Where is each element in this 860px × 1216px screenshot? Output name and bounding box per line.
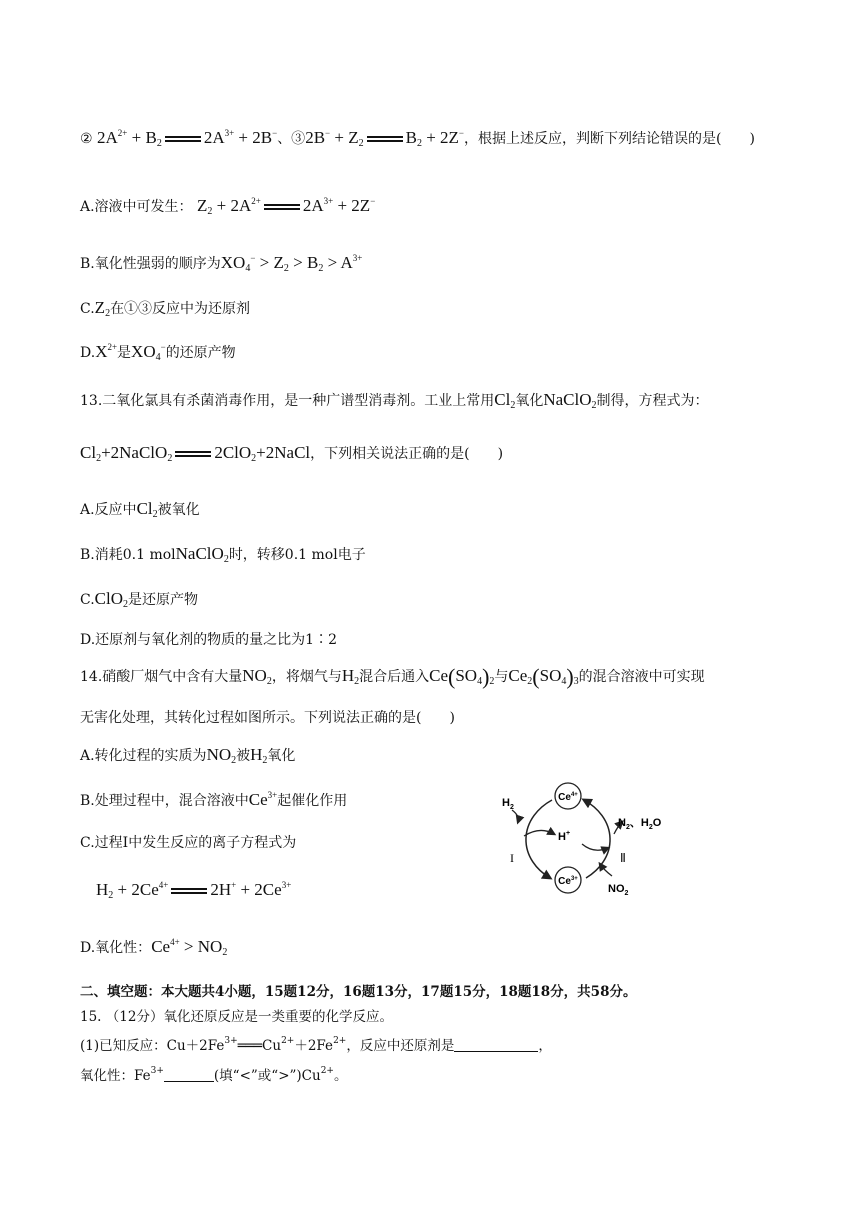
h2-arrow xyxy=(512,810,518,822)
q12-reactions: ② $2A^{2+} + B_2$ $2A^{3+} + 2B^-$、③2B− + $Z_2$ $B_2 + 2Z^-$，根据上述反应，判断下列结论错误的是( ) xyxy=(80,128,755,149)
reducing-agent-blank[interactable] xyxy=(454,1051,538,1052)
process-2-label: Ⅱ xyxy=(620,851,626,865)
q12-option-b: B.氧化性强弱的顺序为$XO_4^- > Z_2 > B_2 > A^{3+}$ xyxy=(80,253,363,274)
hplus-label: H+ xyxy=(558,830,571,843)
q15-stem: 15. （12分）氧化还原反应是一类重要的化学反应。 xyxy=(80,1009,393,1025)
q14-option-c: C.过程Ⅰ中发生反应的离子方程式为 xyxy=(80,835,297,851)
process-2-arc xyxy=(584,800,610,878)
q12-option-c: $C.Z_2$在①③反应中为还原剂 xyxy=(80,298,251,319)
hplus-in-arrow xyxy=(582,844,608,850)
q14-option-b: B.处理过程中，混合溶液中$Ce^{3+}$起催化作用 xyxy=(80,790,348,809)
hplus-out-arrow xyxy=(524,830,554,836)
q12-option-a: A.溶液中可发生： $Z_2 + 2A^{2+}$ $2A^{3+} + 2Z^-$ xyxy=(80,196,376,217)
q14-option-a: A.转化过程的实质为$NO_2$被$H_2$氧化 xyxy=(80,745,296,766)
comparison-blank[interactable] xyxy=(164,1081,214,1082)
q13-option-c: C.ClO$_2$是还原产物 xyxy=(80,589,199,610)
process-1-arc xyxy=(526,800,552,878)
q14-option-c-equation: $H_2 + 2Ce^{4+}$ $2H^+ + 2Ce^{3+}$ xyxy=(96,880,292,901)
q13-option-a: A.反应中$Cl_2$被氧化 xyxy=(80,499,200,520)
q13-option-b: B.消耗0.1 molNaClO$_2$时，转移0.1 mol电子 xyxy=(80,544,366,565)
q13-equation: $Cl_2+2NaClO_2$ 2ClO$_2$+2NaCl，下列相关说法正确的是( ) xyxy=(80,443,504,464)
q12-stem-text: ，根据上述反应，判断下列结论错误的是( ) xyxy=(464,131,755,147)
q15-part1-line2: 氧化性：$Fe^{3+}$ (填“<”或“$>”)Cu^{2+}$。 xyxy=(80,1066,348,1084)
q12-option-d: $D.X^{2+}$是$XO_4^-$的还原产物 xyxy=(80,342,236,363)
q14-stem-line2: 无害化处理，其转化过程如图所示。下列说法正确的是( ) xyxy=(80,710,455,726)
q14-stem: 14.硝酸厂烟气中含有大量$NO_2$，将烟气与$H_2$混合后通入$Ce(SO_4)_2$与$Ce_2(SO_4)_3$的混合溶液中可实现 xyxy=(80,664,705,689)
section-heading: 二、填空题：本大题共4小题，15题12分，16题13分，17题15分，18题18分，共58分。 xyxy=(80,984,637,1000)
q15-part1: (1)已知反应：$Cu+2Fe^{3+}═══Cu^{2+}+2Fe^{2+}$，反应中还原剂是 ， xyxy=(80,1036,552,1054)
h2-label: $H_2$ xyxy=(502,797,514,811)
no2-arrow xyxy=(600,864,612,876)
ce3-label: $Ce^{3+}$ xyxy=(558,876,578,887)
q13-stem: 13.二氧化氯具有杀菌消毒作用，是一种广谱型消毒剂。工业上常用$Cl_2$氧化NaClO$_2$制得，方程式为： xyxy=(80,390,709,411)
ce-cycle-diagram xyxy=(490,778,690,904)
products-label: $N_2$、$H_2O$ xyxy=(618,817,662,831)
no2-label: $NO_2$ xyxy=(608,883,629,897)
process-1-label: I xyxy=(510,851,514,865)
ce4-label: $Ce^{4+}$ xyxy=(558,792,578,803)
circled-2: ② xyxy=(80,131,93,147)
q13-option-d: D.还原剂与氧化剂的物质的量之比为1∶2 xyxy=(80,632,337,648)
q14-option-d: D.氧化性：$Ce^{4+} > NO_2$ xyxy=(80,937,228,958)
